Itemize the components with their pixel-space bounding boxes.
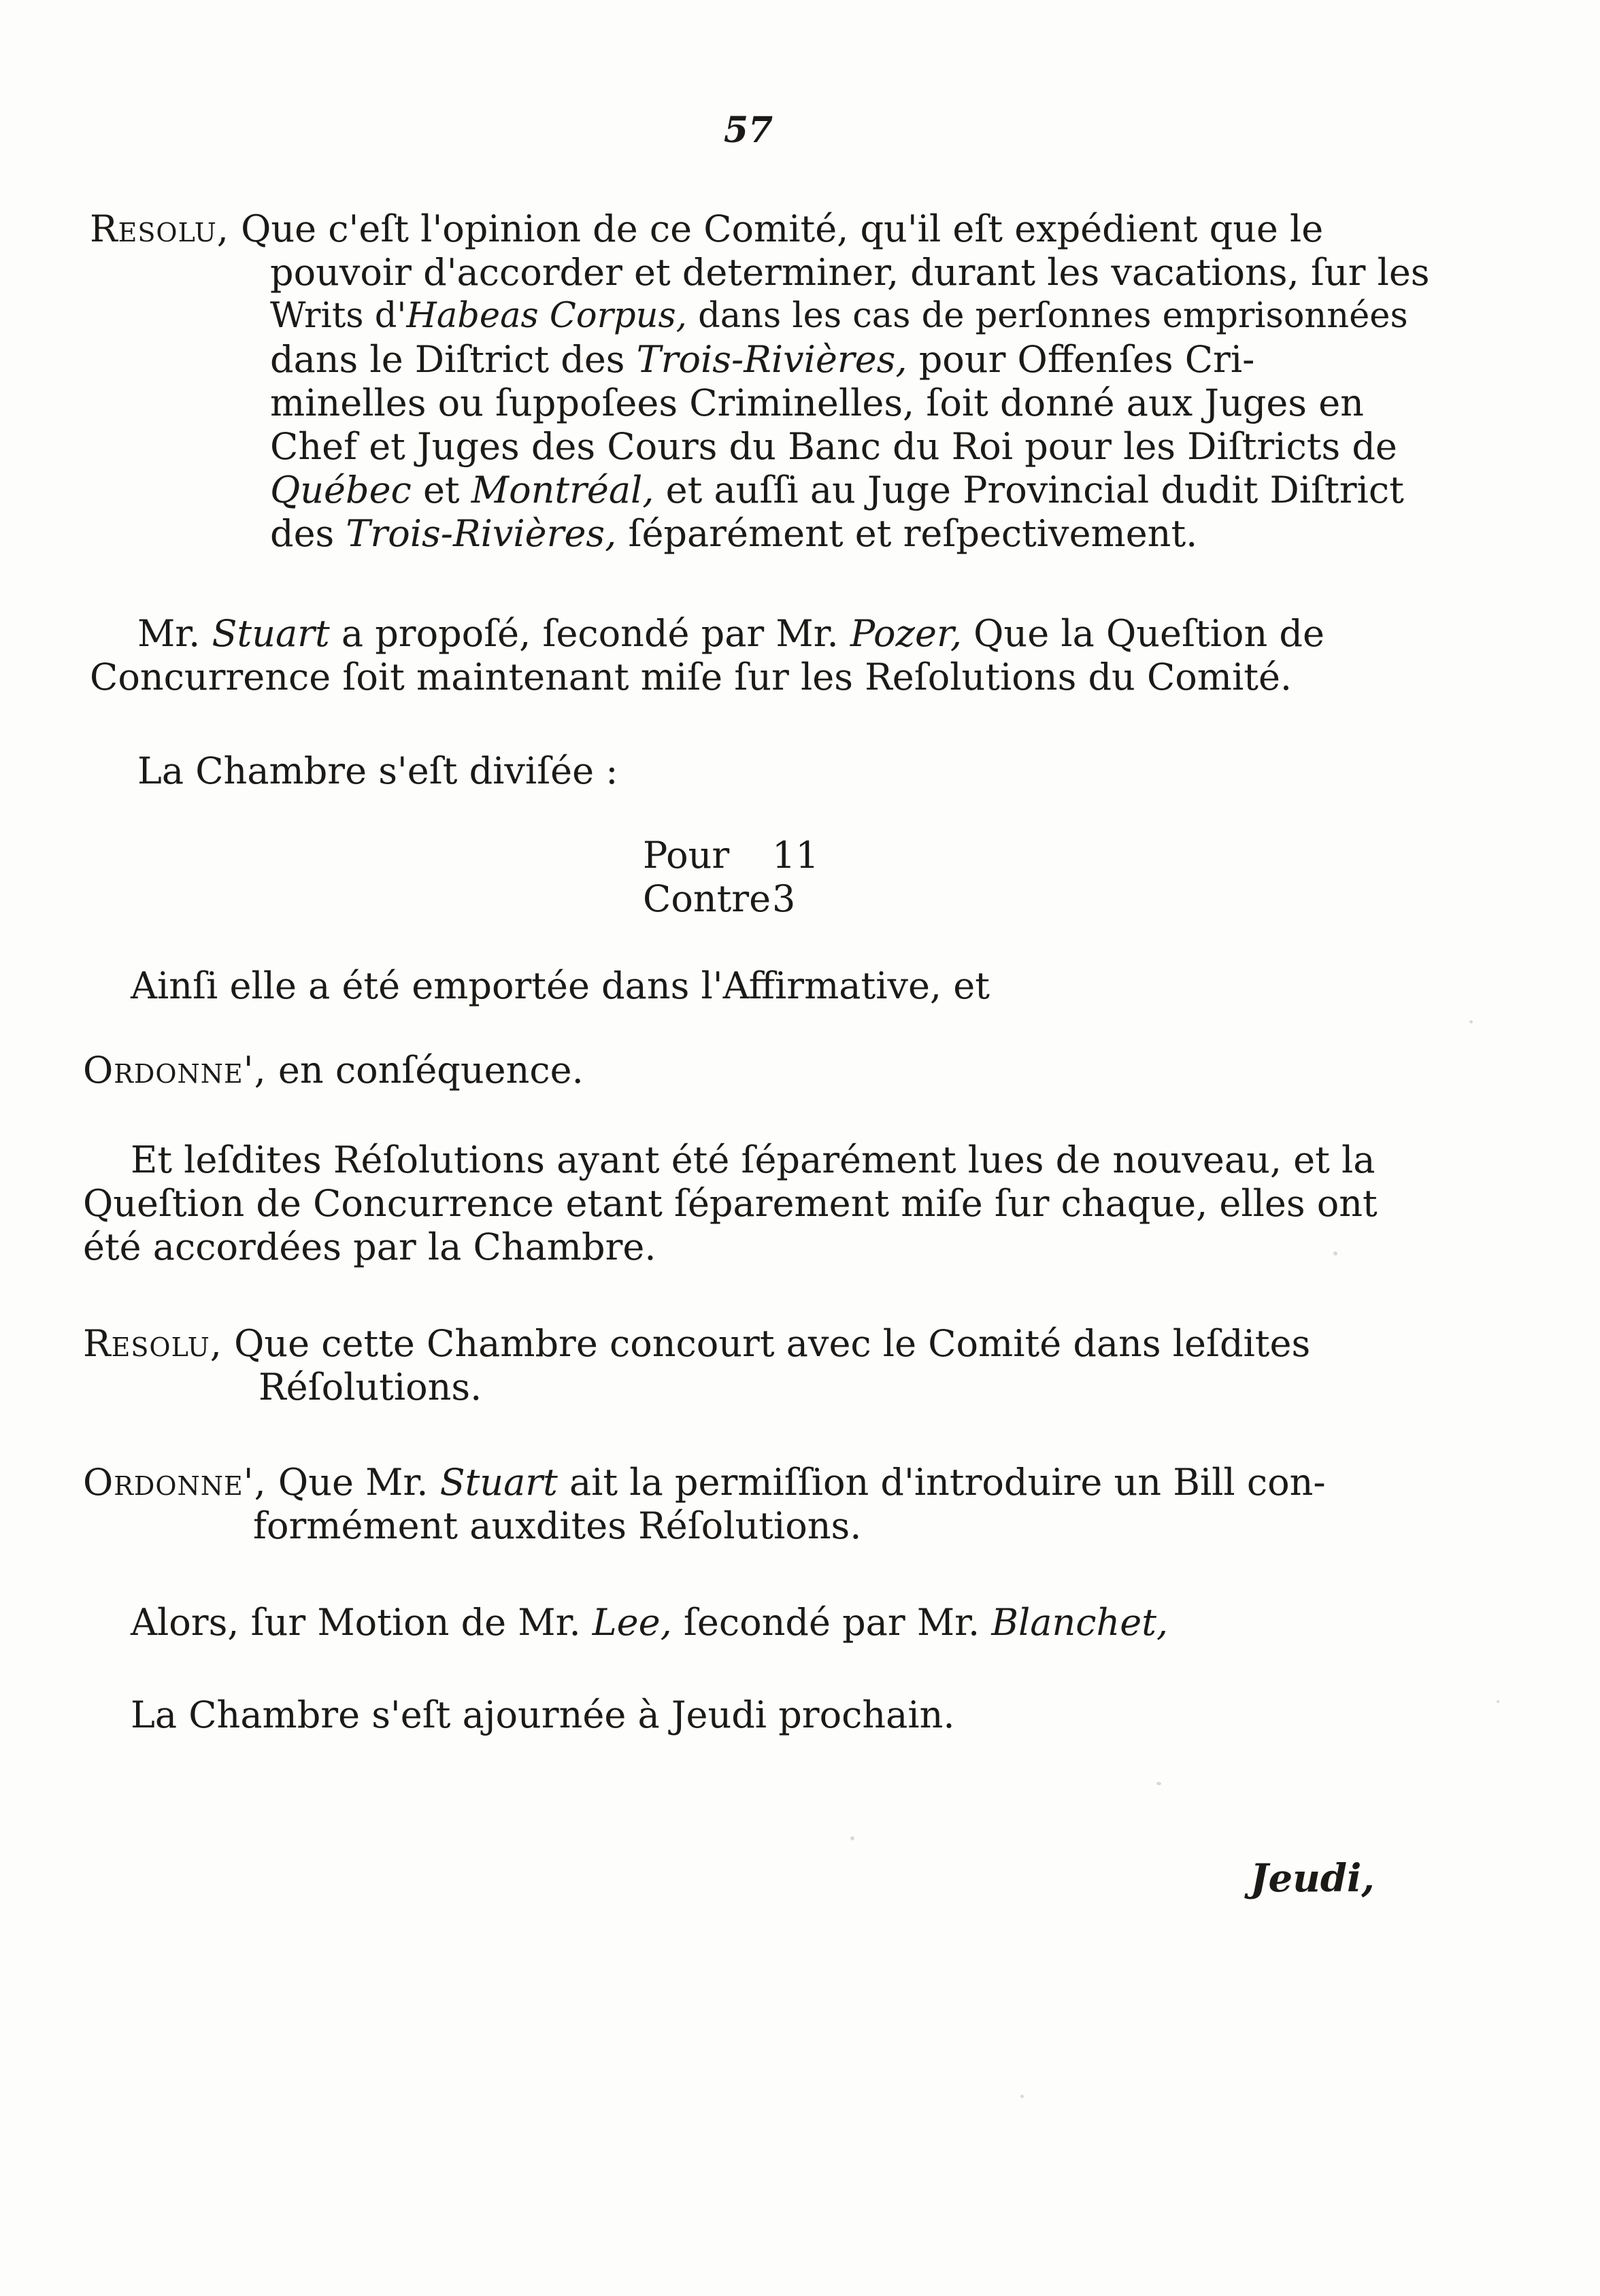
resolution-paragraph-2 — [83, 1322, 1389, 1409]
vote-for-row — [643, 834, 847, 877]
resolution-line-3: Writs d'Habeas Corpus, dans les cas de perſonnes emprisonnées — [270, 296, 1408, 336]
bill-line-1: Ordonne', Que Mr. Stuart ait la permiſſion d'introduire un Bill con- — [83, 1461, 1326, 1504]
concur-line-1: Resolu, Que cette Chambre concourt avec le Comité dans leſdites — [83, 1322, 1311, 1365]
resolutions-read-line-1: Et leſdites Réſolutions ayant été ſéparément lues de nouveau, et la — [131, 1138, 1376, 1181]
affirmative-paragraph: Ainſi elle a été emportée dans l'Affirmative, et — [131, 964, 990, 1007]
resolution-line-1: Que c'eſt l'opinion de ce Comité, qu'il eſt expédient que le — [241, 207, 1324, 250]
resolution-line-5: minelles ou ſuppoſees Criminelles, ſoit donné aux Juges en — [270, 382, 1364, 424]
resolu-lead-2: Resolu, — [83, 1322, 222, 1365]
resolution-line-7: Québec et Montréal, et auſſi au Juge Provincial dudit Diſtrict — [270, 469, 1404, 511]
vote-tally — [643, 834, 847, 921]
division-paragraph: La Chambre s'eſt diviſée : — [137, 749, 618, 792]
print-speckle — [1497, 1700, 1499, 1703]
print-speckle — [1469, 1020, 1473, 1024]
resolution-line-8: des Trois-Rivières, ſéparément et reſpectivement. — [270, 512, 1198, 555]
bill-line-2: formément auxdites Réſolutions. — [253, 1504, 862, 1547]
vote-against-label: Contre — [643, 877, 771, 920]
adjournment-paragraph: La Chambre s'eſt ajournée à Jeudi prochain. — [131, 1693, 955, 1736]
vote-for-label: Pour — [643, 834, 730, 877]
adjournment-motion-paragraph: Alors, ſur Motion de Mr. Lee, ſecondé par Mr. Blanchet, — [131, 1601, 1169, 1644]
concur-line-2: Réſolutions. — [259, 1366, 482, 1408]
page-number: 57 — [723, 109, 773, 151]
resolution-line-2: pouvoir d'accorder et determiner, durant les vacations, ſur les — [270, 251, 1430, 294]
ordonne-lead-2: Ordonne', — [83, 1461, 267, 1504]
resolutions-read-line-3: été accordées par la Chambre. — [83, 1226, 656, 1268]
vote-for-count: 11 — [772, 834, 819, 877]
print-speckle — [1020, 2095, 1024, 2098]
ordonne-lead: Ordonne', — [83, 1049, 267, 1092]
catchword: Jeudi, — [1250, 1856, 1375, 1901]
motion-line-1: Mr. Stuart a propoſé, ſecondé par Mr. Pozer, Que la Queſtion de — [137, 612, 1324, 655]
resolutions-read-paragraph — [83, 1138, 1389, 1269]
motion-paragraph — [90, 612, 1389, 699]
resolution-line-6: Chef et Juges des Cours du Banc du Roi pour les Diſtricts de — [270, 425, 1397, 468]
resolution-paragraph-1 — [90, 207, 1430, 556]
resolu-lead: Resolu, — [90, 207, 229, 250]
resolution-line-4: dans le Diſtrict des Trois-Rivières, pour Offenſes Cri- — [270, 338, 1255, 381]
vote-against-row — [643, 877, 847, 921]
print-speckle — [1333, 1251, 1337, 1255]
ordonne-paragraph-2 — [83, 1461, 1389, 1548]
print-speckle — [1156, 1782, 1161, 1785]
ordonne-paragraph-1: Ordonne', en conſéquence. — [83, 1049, 584, 1092]
print-speckle — [850, 1836, 854, 1840]
vote-against-count: 3 — [772, 877, 796, 920]
motion-line-2: Concurrence ſoit maintenant miſe ſur les Reſolutions du Comité. — [90, 656, 1293, 698]
resolutions-read-line-2: Queſtion de Concurrence etant ſéparement miſe ſur chaque, elles ont — [83, 1182, 1378, 1225]
